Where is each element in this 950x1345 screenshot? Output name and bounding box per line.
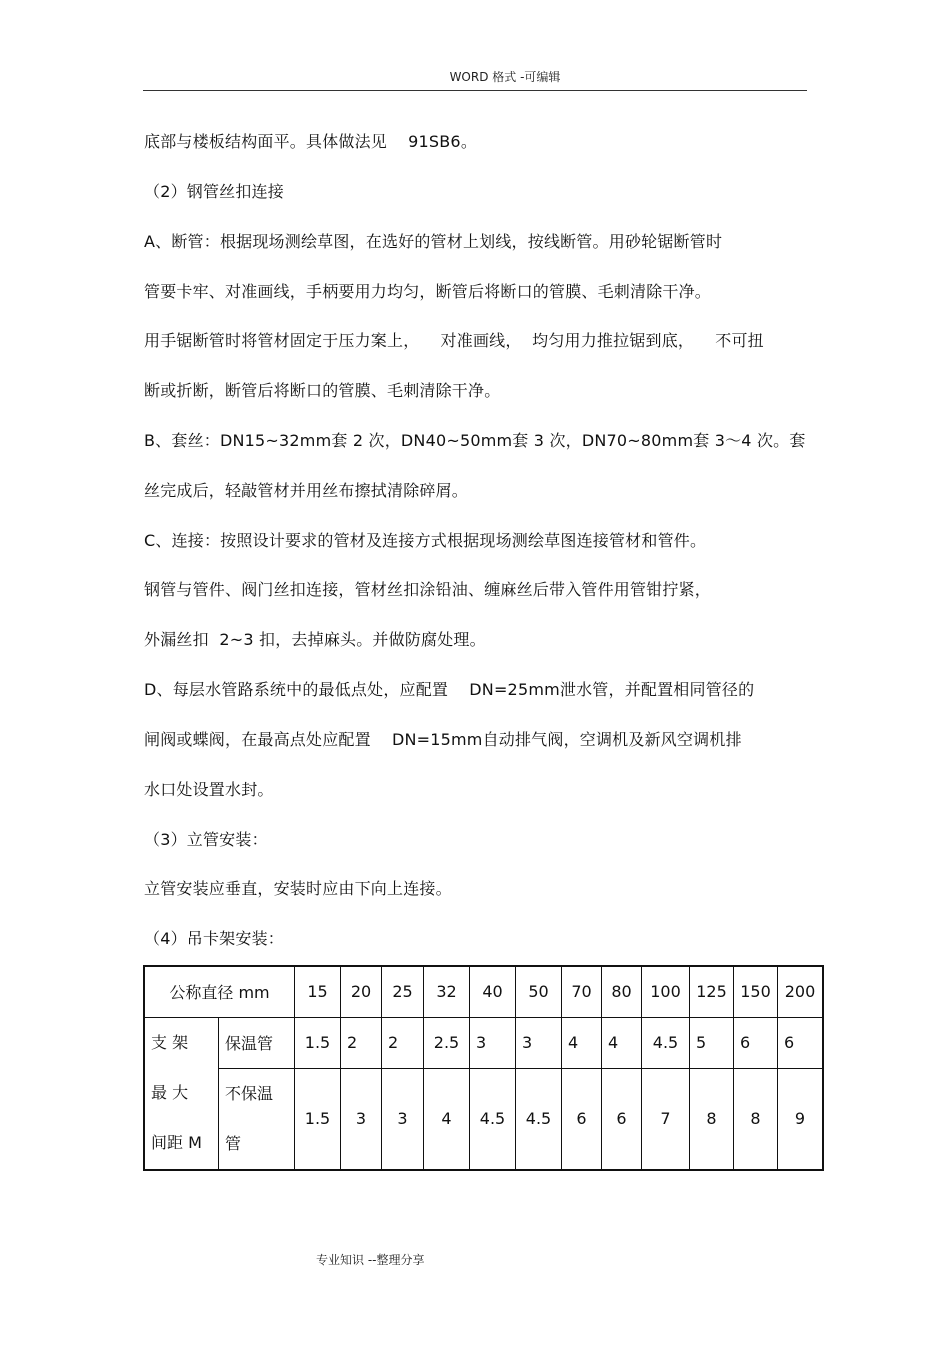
paragraph-line: 底部与楼板结构面平。具体做法见 91SB6。	[144, 132, 478, 151]
paragraph-line: C、连接：按照设计要求的管材及连接方式根据现场测绘草图连接管材和管件。	[144, 531, 707, 550]
table-cell: 3	[341, 1068, 382, 1170]
group-label-cell	[144, 1017, 219, 1170]
table-cell: 8	[734, 1068, 778, 1170]
paragraph-line: A、断管：根据现场测绘草图，在选好的管材上划线，按线断管。用砂轮锯断管时	[144, 232, 723, 251]
row-label-insulated: 保温管	[219, 1017, 295, 1068]
paragraph-line: 钢管与管件、阀门丝扣连接，管材丝扣涂铅油、缠麻丝后带入管件用管钳拧紧，	[144, 580, 712, 599]
table-cell: 20	[341, 966, 382, 1017]
table-cell: 1.5	[295, 1017, 341, 1068]
paragraph-line: B、套丝：DN15~32mm套 2 次，DN40~50mm套 3 次，DN70~80mm套 3～4 次。套	[144, 431, 806, 450]
group-label-line: 支 架	[151, 1033, 189, 1052]
table-cell: 4	[562, 1017, 602, 1068]
table-cell: 150	[734, 966, 778, 1017]
support-spacing-table	[143, 965, 824, 1171]
paragraph-line: 丝完成后，轻敲管材并用丝布擦拭清除碎屑。	[144, 481, 469, 500]
page-header: WORD 格式 -可编辑	[449, 70, 561, 84]
table-cell: 4.5	[470, 1068, 516, 1170]
paragraph-line: 用手锯断管时将管材固定于压力案上， 对准画线， 均匀用力推拉锯到底， 不可扭	[144, 331, 764, 350]
section-heading: （4）吊卡架安装：	[144, 929, 284, 948]
table-cell: 32	[424, 966, 470, 1017]
table-cell: 4.5	[516, 1068, 562, 1170]
paragraph-line: 水口处设置水封。	[144, 780, 274, 799]
table-cell: 5	[690, 1017, 734, 1068]
table-cell: 25	[382, 966, 424, 1017]
table-cell: 80	[602, 966, 642, 1017]
table-cell: 2	[382, 1017, 424, 1068]
table-cell: 50	[516, 966, 562, 1017]
table-row	[144, 1017, 823, 1068]
group-label-line: 最 大	[151, 1083, 189, 1102]
section-heading: （2）钢管丝扣连接	[144, 182, 284, 201]
paragraph-line: 外漏丝扣 2~3 扣，去掉麻头。并做防腐处理。	[144, 630, 486, 649]
table-cell: 6	[734, 1017, 778, 1068]
table-cell: 9	[778, 1068, 824, 1170]
table-cell: 2.5	[424, 1017, 470, 1068]
table-cell: 70	[562, 966, 602, 1017]
page-footer: 专业知识 --整理分享	[316, 1253, 425, 1267]
table-cell: 40	[470, 966, 516, 1017]
table-cell: 8	[690, 1068, 734, 1170]
table-cell: 3	[470, 1017, 516, 1068]
table-cell: 7	[642, 1068, 690, 1170]
section-heading: （3）立管安装：	[144, 830, 268, 849]
table-cell: 6	[562, 1068, 602, 1170]
table-row	[144, 1068, 823, 1170]
paragraph-line: 立管安装应垂直，安装时应由下向上连接。	[144, 879, 452, 898]
table-cell: 4	[602, 1017, 642, 1068]
table-cell: 1.5	[295, 1068, 341, 1170]
table-cell: 200	[778, 966, 824, 1017]
diameter-header-cell: 公称直径 mm	[144, 966, 295, 1017]
group-label-line: 间距 M	[151, 1133, 202, 1152]
paragraph-line: D、每层水管路系统中的最低点处，应配置 DN=25mm泄水管，并配置相同管径的	[144, 680, 755, 699]
header-divider	[143, 90, 807, 91]
table-cell: 15	[295, 966, 341, 1017]
table-cell: 6	[778, 1017, 824, 1068]
table-cell: 2	[341, 1017, 382, 1068]
table-cell: 4	[424, 1068, 470, 1170]
table-cell: 3	[382, 1068, 424, 1170]
table-cell: 125	[690, 966, 734, 1017]
paragraph-line: 闸阀或蝶阀，在最高点处应配置 DN=15mm自动排气阀，空调机及新风空调机排	[144, 730, 742, 749]
row-label-line: 不保温	[225, 1083, 274, 1103]
row-label-uninsulated	[219, 1068, 295, 1170]
table-cell: 4.5	[642, 1017, 690, 1068]
paragraph-line: 管要卡牢、对准画线，手柄要用力均匀，断管后将断口的管膜、毛刺清除干净。	[144, 282, 712, 301]
table-cell: 6	[602, 1068, 642, 1170]
row-label-line: 管	[225, 1133, 242, 1153]
table-cell: 100	[642, 966, 690, 1017]
paragraph-line: 断或折断，断管后将断口的管膜、毛刺清除干净。	[144, 381, 501, 400]
table-cell: 3	[516, 1017, 562, 1068]
table-row	[144, 966, 823, 1017]
